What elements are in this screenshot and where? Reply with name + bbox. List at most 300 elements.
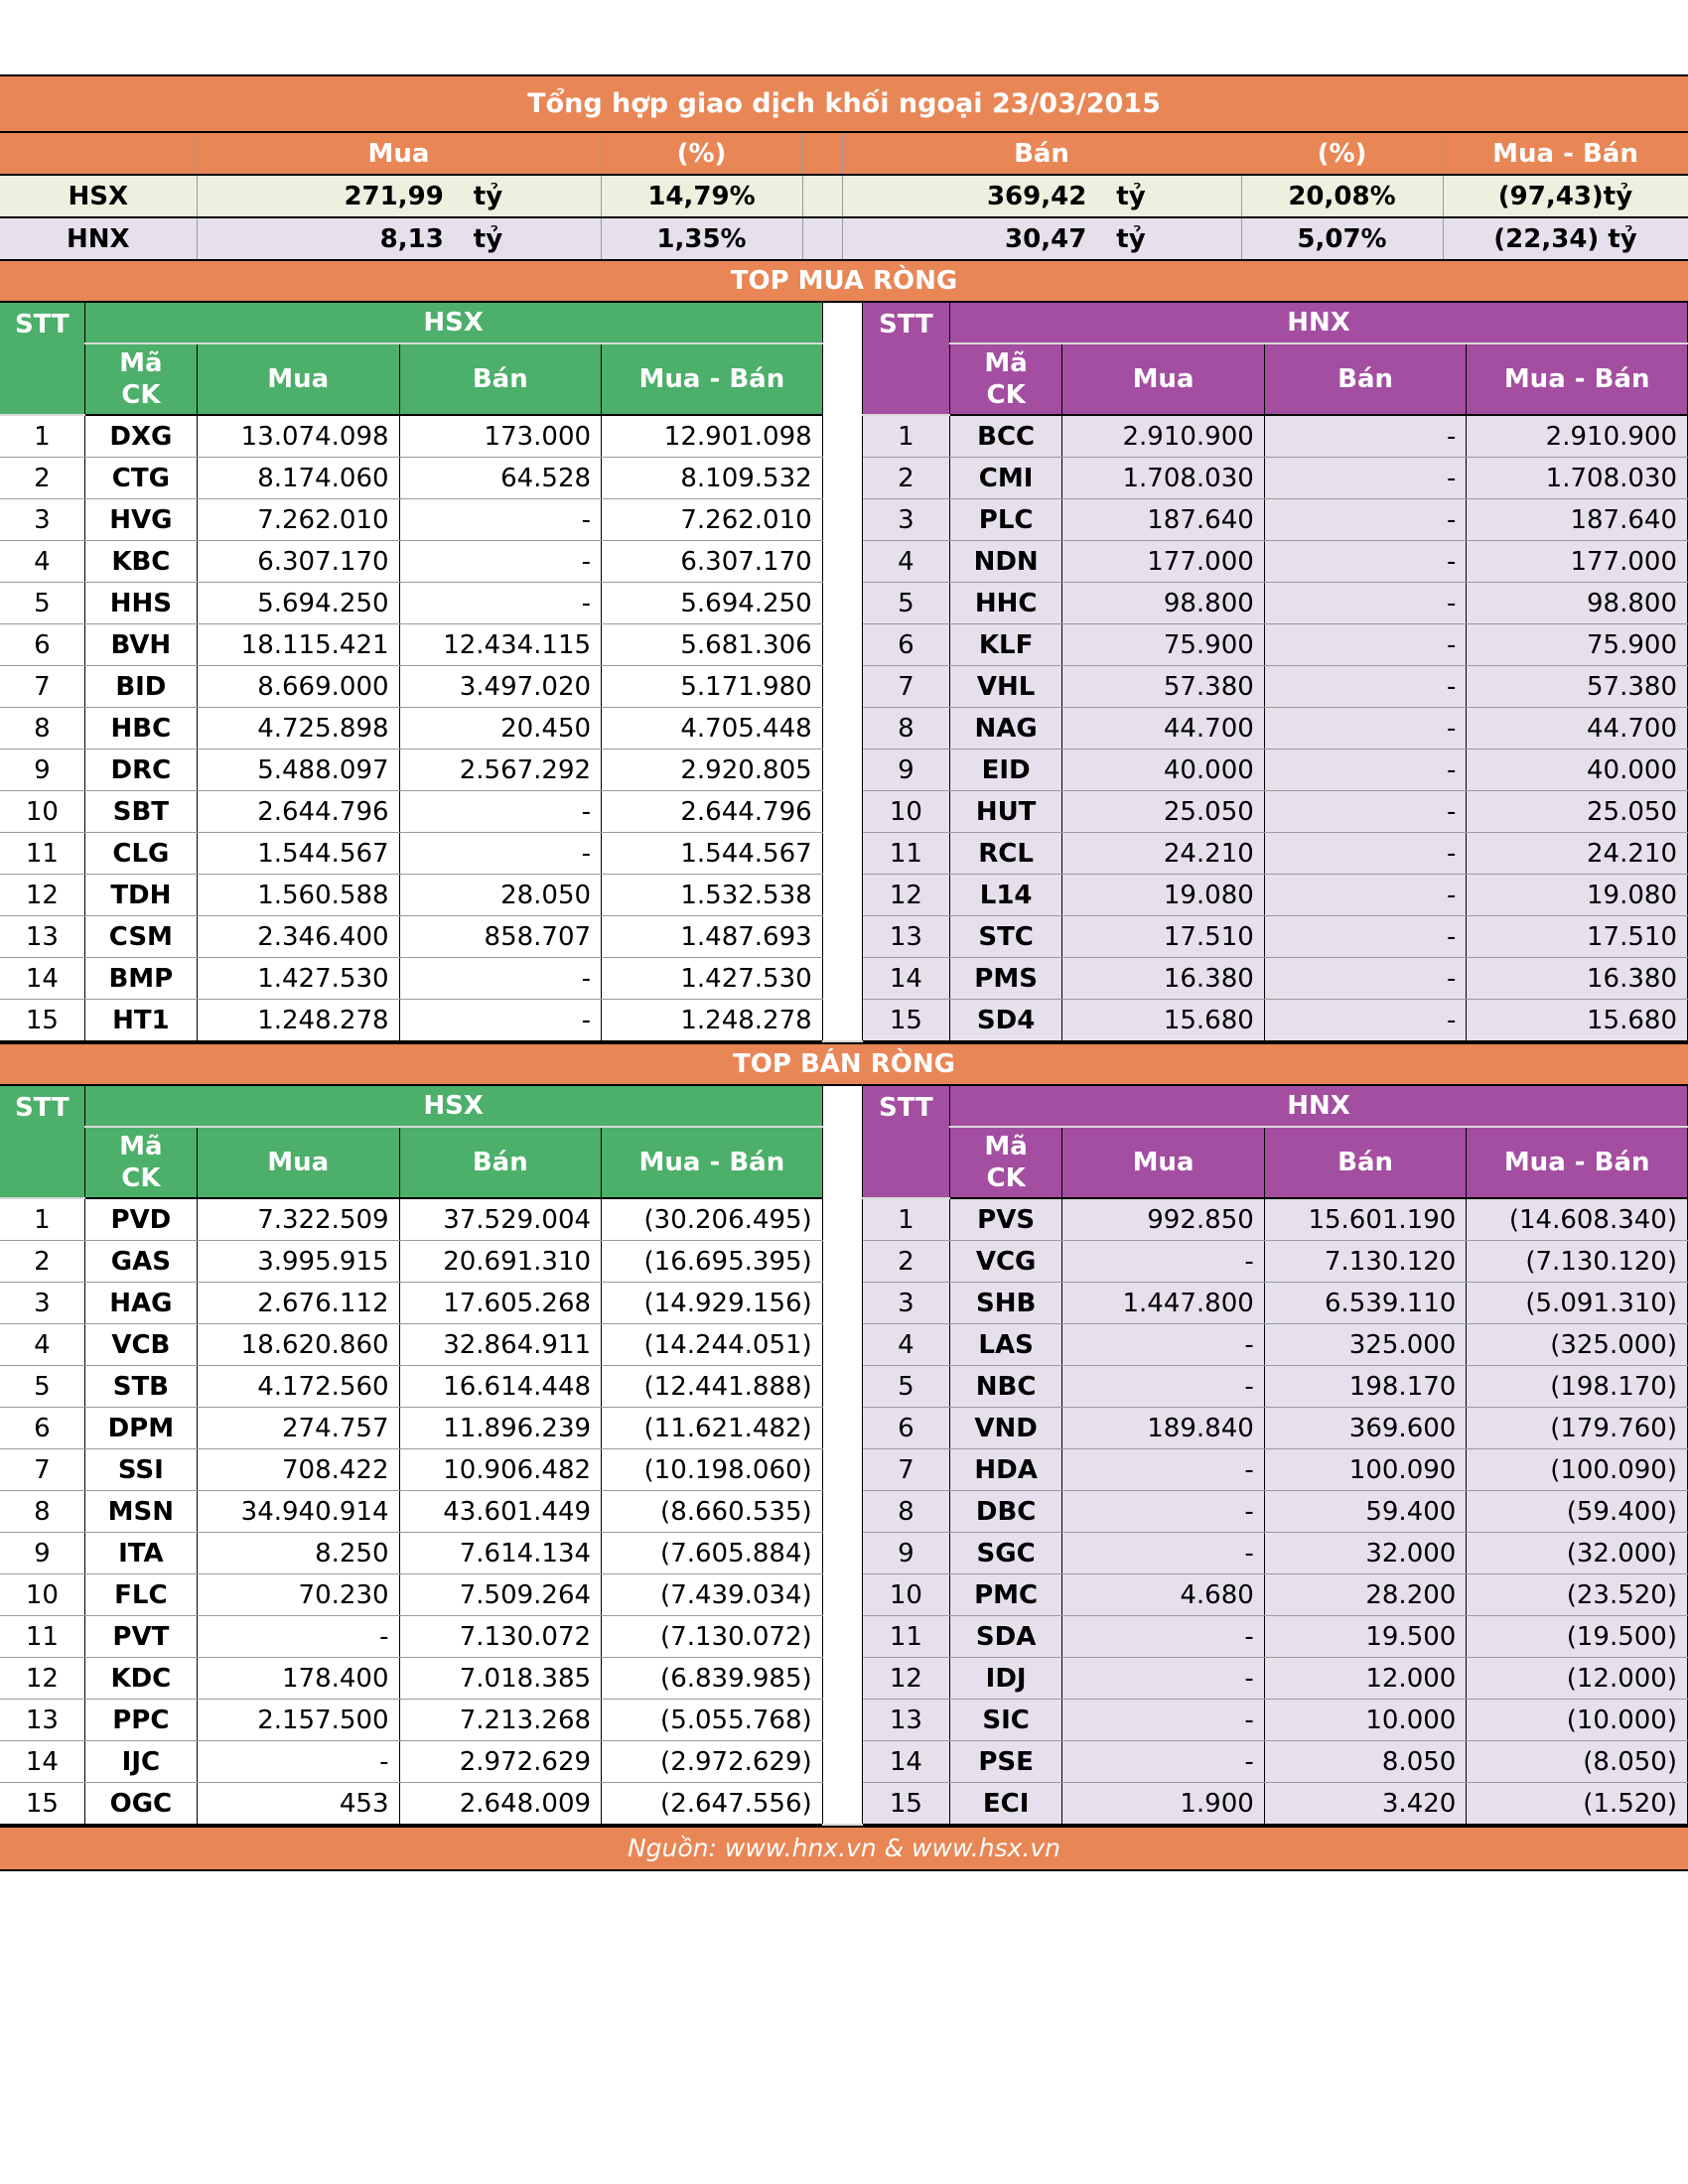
hnx-mua-cell: - [1062, 1616, 1265, 1658]
hnx-ban-cell: - [1264, 1000, 1467, 1042]
hnx-net-cell: (8.050) [1467, 1741, 1688, 1783]
hsx-mua-cell: 8.669.000 [198, 666, 400, 708]
summary-header-ban-pct: (%) [1241, 133, 1443, 175]
hnx-ban-cell: 12.000 [1264, 1658, 1467, 1700]
hnx-ticker-cell: VHL [949, 666, 1061, 708]
hnx-ban-header: Bán [1264, 343, 1467, 415]
hsx-ticker-cell: SSI [84, 1449, 197, 1491]
hnx-ban-cell: 6.539.110 [1264, 1283, 1467, 1324]
hnx-stt-cell: 10 [862, 791, 949, 833]
hnx-ticker-cell: STC [949, 916, 1061, 958]
summary-mua-pct: 1,35% [601, 217, 802, 259]
hsx-net-cell: 1.532.538 [602, 875, 823, 916]
hnx-mua-cell: 24.210 [1062, 833, 1265, 875]
hsx-net-cell: 8.109.532 [602, 458, 823, 499]
hsx-ticker-cell: BMP [84, 958, 197, 1000]
table-group-header [0, 303, 1688, 343]
hnx-ticker-cell: SGC [949, 1533, 1061, 1574]
source-footer: Nguồn: www.hnx.vn & www.hsx.vn [0, 1826, 1688, 1871]
hsx-mua-cell: 5.488.097 [198, 750, 400, 791]
hnx-ticker-cell: LAS [949, 1324, 1061, 1366]
hsx-mua-cell: 274.757 [198, 1408, 400, 1449]
hsx-net-cell: (5.055.768) [602, 1700, 823, 1741]
hnx-ban-cell: 369.600 [1264, 1408, 1467, 1449]
hnx-stt-cell: 14 [862, 958, 949, 1000]
hnx-ticker-cell: CMI [949, 458, 1061, 499]
hsx-ban-cell: 858.707 [399, 916, 602, 958]
hsx-net-cell: 5.171.980 [602, 666, 823, 708]
summary-ban-cell [842, 175, 1241, 217]
hnx-ma-ck-header [949, 1127, 1061, 1198]
hsx-net-cell: (16.695.395) [602, 1241, 823, 1283]
top-sell-table [0, 1086, 1688, 1826]
hnx-mua-cell: 40.000 [1062, 750, 1265, 791]
hsx-net-header: Mua - Bán [602, 343, 823, 415]
hnx-mua-cell: 187.640 [1062, 499, 1265, 541]
hsx-mua-cell: 178.400 [198, 1658, 400, 1700]
hsx-net-cell: (14.929.156) [602, 1283, 823, 1324]
summary-exchange-name: HNX [0, 217, 197, 259]
hsx-mua-cell: 70.230 [198, 1574, 400, 1616]
hsx-ban-cell: - [399, 499, 602, 541]
hsx-stt-cell: 11 [0, 833, 84, 875]
hsx-stt-cell: 2 [0, 458, 84, 499]
hnx-mua-cell: 75.900 [1062, 624, 1265, 666]
hsx-mua-cell: 4.725.898 [198, 708, 400, 750]
hsx-ban-cell: 7.130.072 [399, 1616, 602, 1658]
hnx-ban-cell: 8.050 [1264, 1741, 1467, 1783]
hnx-ban-cell: 7.130.120 [1264, 1241, 1467, 1283]
hnx-ban-cell: - [1264, 708, 1467, 750]
hsx-mua-cell: 1.544.567 [198, 833, 400, 875]
hnx-stt-cell: 6 [862, 624, 949, 666]
hnx-ticker-cell: RCL [949, 833, 1061, 875]
hsx-net-cell: (2.972.629) [602, 1741, 823, 1783]
hsx-ban-cell: 20.691.310 [399, 1241, 602, 1283]
hnx-ticker-cell: ECI [949, 1783, 1061, 1826]
hsx-stt-cell: 6 [0, 624, 84, 666]
hsx-stt-cell: 7 [0, 666, 84, 708]
hsx-mua-cell: 2.346.400 [198, 916, 400, 958]
hnx-net-cell: (7.130.120) [1467, 1241, 1688, 1283]
summary-mua-value: 8,13 [379, 223, 444, 254]
hnx-net-cell: (198.170) [1467, 1366, 1688, 1408]
hsx-stt-cell: 15 [0, 1783, 84, 1826]
hnx-stt-cell: 5 [862, 583, 949, 624]
hnx-stt-cell: 9 [862, 1533, 949, 1574]
hnx-net-cell: 75.900 [1467, 624, 1688, 666]
summary-row-hnx [0, 217, 1688, 259]
ma-ck-line-1: Mã [119, 348, 163, 378]
hnx-ma-ck-header [949, 343, 1061, 415]
hnx-stt-cell: 12 [862, 1658, 949, 1700]
hsx-ban-cell: 7.509.264 [399, 1574, 602, 1616]
hsx-ban-cell: - [399, 1000, 602, 1042]
hnx-ticker-cell: NAG [949, 708, 1061, 750]
hnx-net-cell: 19.080 [1467, 875, 1688, 916]
hsx-mua-cell: 8.250 [198, 1533, 400, 1574]
hnx-ticker-cell: IDJ [949, 1658, 1061, 1700]
hnx-ticker-cell: SHB [949, 1283, 1061, 1324]
hsx-stt-cell: 5 [0, 1366, 84, 1408]
hsx-ticker-cell: FLC [84, 1574, 197, 1616]
hsx-stt-cell: 4 [0, 1324, 84, 1366]
hsx-mua-cell: 34.940.914 [198, 1491, 400, 1533]
hnx-ban-cell: - [1264, 541, 1467, 583]
hnx-ban-cell: - [1264, 791, 1467, 833]
hnx-stt-cell: 11 [862, 833, 949, 875]
hsx-ban-cell: 32.864.911 [399, 1324, 602, 1366]
hsx-ban-cell: 12.434.115 [399, 624, 602, 666]
hsx-net-header: Mua - Bán [602, 1127, 823, 1198]
hnx-mua-cell: - [1062, 1241, 1265, 1283]
summary-ban-cell [842, 217, 1241, 259]
hsx-mua-cell: 453 [198, 1783, 400, 1826]
hsx-stt-cell: 3 [0, 499, 84, 541]
hsx-stt-cell: 1 [0, 415, 84, 458]
hnx-ban-cell: - [1264, 458, 1467, 499]
hsx-mua-cell: - [198, 1616, 400, 1658]
hnx-stt-cell: 2 [862, 458, 949, 499]
hsx-ban-cell: - [399, 583, 602, 624]
hsx-ticker-cell: CTG [84, 458, 197, 499]
hsx-mua-cell: 8.174.060 [198, 458, 400, 499]
hnx-net-cell: 17.510 [1467, 916, 1688, 958]
hsx-net-cell: (12.441.888) [602, 1366, 823, 1408]
summary-table [0, 133, 1688, 259]
hnx-stt-cell: 7 [862, 1449, 949, 1491]
hnx-net-cell: 187.640 [1467, 499, 1688, 541]
hsx-ticker-cell: PVD [84, 1198, 197, 1241]
hnx-net-cell: 1.708.030 [1467, 458, 1688, 499]
column-gap [822, 1086, 862, 1825]
hnx-ticker-cell: L14 [949, 875, 1061, 916]
hnx-mua-cell: 57.380 [1062, 666, 1265, 708]
hsx-mua-cell: 3.995.915 [198, 1241, 400, 1283]
hnx-stt-cell: 1 [862, 1198, 949, 1241]
summary-header-row [0, 133, 1688, 175]
hnx-stt-cell: 6 [862, 1408, 949, 1449]
hsx-stt-cell: 6 [0, 1408, 84, 1449]
hsx-net-cell: (14.244.051) [602, 1324, 823, 1366]
summary-mua-cell [197, 175, 601, 217]
hsx-ticker-cell: ITA [84, 1533, 197, 1574]
hsx-ban-cell: - [399, 958, 602, 1000]
hnx-stt-cell: 3 [862, 499, 949, 541]
hnx-stt-header: STT [862, 303, 949, 415]
hnx-ban-cell: - [1264, 666, 1467, 708]
hsx-ticker-cell: HBC [84, 708, 197, 750]
summary-net: (22,34) tỷ [1443, 217, 1688, 259]
hnx-ticker-cell: SIC [949, 1700, 1061, 1741]
hsx-ban-cell: 7.018.385 [399, 1658, 602, 1700]
hsx-ban-cell: - [399, 791, 602, 833]
summary-ban-unit: tỷ [1116, 223, 1146, 254]
hnx-net-cell: 177.000 [1467, 541, 1688, 583]
hsx-mua-cell: - [198, 1741, 400, 1783]
hnx-stt-cell: 8 [862, 1491, 949, 1533]
hsx-net-cell: 4.705.448 [602, 708, 823, 750]
hnx-ban-cell: - [1264, 415, 1467, 458]
hnx-ticker-cell: PMS [949, 958, 1061, 1000]
hsx-net-cell: 12.901.098 [602, 415, 823, 458]
hsx-ticker-cell: GAS [84, 1241, 197, 1283]
hnx-net-cell: 98.800 [1467, 583, 1688, 624]
hnx-ban-cell: - [1264, 499, 1467, 541]
hnx-ticker-cell: HDA [949, 1449, 1061, 1491]
hsx-net-cell: (10.198.060) [602, 1449, 823, 1491]
hnx-ban-header: Bán [1264, 1127, 1467, 1198]
hsx-stt-cell: 8 [0, 1491, 84, 1533]
hnx-ban-cell: 19.500 [1264, 1616, 1467, 1658]
hsx-mua-cell: 7.322.509 [198, 1198, 400, 1241]
hnx-ban-cell: 28.200 [1264, 1574, 1467, 1616]
hnx-mua-cell: 992.850 [1062, 1198, 1265, 1241]
hsx-ticker-cell: SBT [84, 791, 197, 833]
hnx-net-cell: (19.500) [1467, 1616, 1688, 1658]
hsx-stt-cell: 9 [0, 750, 84, 791]
hnx-mua-cell: 17.510 [1062, 916, 1265, 958]
hsx-net-cell: 1.248.278 [602, 1000, 823, 1042]
hnx-net-cell: 16.380 [1467, 958, 1688, 1000]
hsx-ban-cell: 20.450 [399, 708, 602, 750]
hnx-mua-cell: - [1062, 1449, 1265, 1491]
hnx-ban-cell: - [1264, 958, 1467, 1000]
hnx-stt-cell: 13 [862, 1700, 949, 1741]
table-group-header [0, 1086, 1688, 1127]
hnx-net-cell: (23.520) [1467, 1574, 1688, 1616]
hsx-net-cell: (7.605.884) [602, 1533, 823, 1574]
hnx-net-cell: (179.760) [1467, 1408, 1688, 1449]
hnx-stt-cell: 13 [862, 916, 949, 958]
hsx-net-cell: (11.621.482) [602, 1408, 823, 1449]
hnx-net-cell: (325.000) [1467, 1324, 1688, 1366]
hsx-ticker-cell: KBC [84, 541, 197, 583]
hsx-ticker-cell: OGC [84, 1783, 197, 1826]
hsx-stt-cell: 3 [0, 1283, 84, 1324]
hnx-stt-cell: 2 [862, 1241, 949, 1283]
hsx-ticker-cell: CSM [84, 916, 197, 958]
hnx-net-cell: 15.680 [1467, 1000, 1688, 1042]
hnx-ticker-cell: VCG [949, 1241, 1061, 1283]
hnx-ticker-cell: DBC [949, 1491, 1061, 1533]
hnx-ban-cell: - [1264, 624, 1467, 666]
hsx-stt-cell: 4 [0, 541, 84, 583]
hsx-stt-cell: 10 [0, 1574, 84, 1616]
hsx-ticker-cell: IJC [84, 1741, 197, 1783]
hsx-ban-cell: 37.529.004 [399, 1198, 602, 1241]
summary-gap-cell [802, 175, 842, 217]
hnx-stt-cell: 15 [862, 1000, 949, 1042]
hsx-net-cell: (7.130.072) [602, 1616, 823, 1658]
hsx-ma-ck-header [84, 1127, 197, 1198]
hsx-ticker-cell: DRC [84, 750, 197, 791]
hnx-mua-cell: 177.000 [1062, 541, 1265, 583]
hnx-mua-cell: 15.680 [1062, 1000, 1265, 1042]
hsx-ban-cell: 11.896.239 [399, 1408, 602, 1449]
hsx-net-cell: 5.694.250 [602, 583, 823, 624]
hsx-stt-cell: 15 [0, 1000, 84, 1042]
summary-exchange-name: HSX [0, 175, 197, 217]
hsx-mua-cell: 1.248.278 [198, 1000, 400, 1042]
hnx-mua-cell: - [1062, 1324, 1265, 1366]
hnx-ban-cell: - [1264, 916, 1467, 958]
hnx-net-cell: 57.380 [1467, 666, 1688, 708]
hnx-stt-cell: 9 [862, 750, 949, 791]
summary-mua-pct: 14,79% [601, 175, 802, 217]
hnx-ban-cell: - [1264, 583, 1467, 624]
hnx-ban-cell: 100.090 [1264, 1449, 1467, 1491]
hsx-stt-header: STT [0, 303, 84, 415]
hnx-net-cell: (100.090) [1467, 1449, 1688, 1491]
hnx-ticker-cell: SDA [949, 1616, 1061, 1658]
hnx-stt-cell: 14 [862, 1741, 949, 1783]
top-buy-title: TOP MUA RÒNG [0, 259, 1688, 303]
hsx-ticker-cell: BID [84, 666, 197, 708]
hnx-mua-cell: - [1062, 1741, 1265, 1783]
hsx-stt-cell: 10 [0, 791, 84, 833]
hnx-net-header: Mua - Bán [1467, 1127, 1688, 1198]
hsx-ticker-cell: TDH [84, 875, 197, 916]
hnx-stt-cell: 10 [862, 1574, 949, 1616]
hnx-stt-cell: 4 [862, 1324, 949, 1366]
hsx-net-cell: 1.487.693 [602, 916, 823, 958]
hsx-ticker-cell: MSN [84, 1491, 197, 1533]
hnx-ticker-cell: SD4 [949, 1000, 1061, 1042]
hnx-mua-header: Mua [1062, 1127, 1265, 1198]
hnx-ticker-cell: HHC [949, 583, 1061, 624]
hsx-ban-cell: 28.050 [399, 875, 602, 916]
hsx-stt-cell: 8 [0, 708, 84, 750]
hsx-ma-ck-header [84, 343, 197, 415]
hsx-mua-cell: 13.074.098 [198, 415, 400, 458]
summary-header-ban: Bán [842, 133, 1241, 175]
hsx-stt-header: STT [0, 1086, 84, 1198]
hnx-mua-cell: - [1062, 1700, 1265, 1741]
hnx-group-label: HNX [949, 1086, 1687, 1127]
hsx-mua-cell: 18.115.421 [198, 624, 400, 666]
hsx-net-cell: (7.439.034) [602, 1574, 823, 1616]
hsx-stt-cell: 12 [0, 1658, 84, 1700]
hnx-net-cell: 40.000 [1467, 750, 1688, 791]
hnx-net-cell: (10.000) [1467, 1700, 1688, 1741]
hnx-mua-cell: 189.840 [1062, 1408, 1265, 1449]
hnx-ticker-cell: VND [949, 1408, 1061, 1449]
hsx-net-cell: (2.647.556) [602, 1783, 823, 1826]
hsx-ticker-cell: HT1 [84, 1000, 197, 1042]
hnx-mua-cell: 1.900 [1062, 1783, 1265, 1826]
hsx-ban-cell: 10.906.482 [399, 1449, 602, 1491]
hsx-net-cell: (6.839.985) [602, 1658, 823, 1700]
hnx-ticker-cell: EID [949, 750, 1061, 791]
summary-ban-pct: 5,07% [1241, 217, 1443, 259]
hsx-net-cell: 1.544.567 [602, 833, 823, 875]
hsx-stt-cell: 7 [0, 1449, 84, 1491]
hsx-ticker-cell: PPC [84, 1700, 197, 1741]
ma-ck-line-1: Mã [984, 1132, 1028, 1161]
hnx-ticker-cell: NBC [949, 1366, 1061, 1408]
hnx-ban-cell: - [1264, 750, 1467, 791]
hnx-net-cell: (12.000) [1467, 1658, 1688, 1700]
hsx-net-cell: 1.427.530 [602, 958, 823, 1000]
hnx-mua-cell: - [1062, 1658, 1265, 1700]
summary-header-mua-pct: (%) [601, 133, 802, 175]
hsx-ban-cell: 173.000 [399, 415, 602, 458]
ma-ck-line-2: CK [121, 1163, 161, 1193]
hsx-mua-cell: 6.307.170 [198, 541, 400, 583]
hsx-net-cell: 2.644.796 [602, 791, 823, 833]
hnx-mua-cell: 2.910.900 [1062, 415, 1265, 458]
hnx-ticker-cell: BCC [949, 415, 1061, 458]
hnx-ban-cell: 3.420 [1264, 1783, 1467, 1826]
hsx-ban-cell: 16.614.448 [399, 1366, 602, 1408]
summary-row-hsx [0, 175, 1688, 217]
hnx-net-cell: (5.091.310) [1467, 1283, 1688, 1324]
top-buy-table [0, 303, 1688, 1042]
hnx-ticker-cell: PVS [949, 1198, 1061, 1241]
hsx-mua-cell: 5.694.250 [198, 583, 400, 624]
hsx-mua-cell: 7.262.010 [198, 499, 400, 541]
ma-ck-line-2: CK [986, 1163, 1026, 1193]
ma-ck-line-1: Mã [984, 348, 1028, 378]
hsx-ticker-cell: STB [84, 1366, 197, 1408]
hsx-mua-cell: 2.157.500 [198, 1700, 400, 1741]
hsx-ban-header: Bán [399, 1127, 602, 1198]
hnx-ticker-cell: HUT [949, 791, 1061, 833]
hsx-stt-cell: 5 [0, 583, 84, 624]
hsx-net-cell: 2.920.805 [602, 750, 823, 791]
hsx-ticker-cell: HAG [84, 1283, 197, 1324]
hsx-mua-cell: 1.560.588 [198, 875, 400, 916]
hnx-net-cell: 2.910.900 [1467, 415, 1688, 458]
hnx-stt-cell: 11 [862, 1616, 949, 1658]
hsx-ban-cell: 7.614.134 [399, 1533, 602, 1574]
hsx-mua-header: Mua [198, 343, 400, 415]
hnx-stt-cell: 15 [862, 1783, 949, 1826]
hsx-ban-cell: 64.528 [399, 458, 602, 499]
column-gap [822, 303, 862, 1041]
hsx-ticker-cell: KDC [84, 1658, 197, 1700]
hsx-ticker-cell: DPM [84, 1408, 197, 1449]
hsx-ticker-cell: VCB [84, 1324, 197, 1366]
hnx-net-cell: (14.608.340) [1467, 1198, 1688, 1241]
hsx-ticker-cell: CLG [84, 833, 197, 875]
hsx-net-cell: (8.660.535) [602, 1491, 823, 1533]
hsx-stt-cell: 14 [0, 1741, 84, 1783]
hnx-ban-cell: 325.000 [1264, 1324, 1467, 1366]
hnx-stt-cell: 7 [862, 666, 949, 708]
hnx-ticker-cell: PMC [949, 1574, 1061, 1616]
hnx-stt-cell: 8 [862, 708, 949, 750]
hnx-mua-cell: 4.680 [1062, 1574, 1265, 1616]
hnx-ticker-cell: KLF [949, 624, 1061, 666]
hsx-ticker-cell: PVT [84, 1616, 197, 1658]
hsx-stt-cell: 1 [0, 1198, 84, 1241]
hnx-ticker-cell: PSE [949, 1741, 1061, 1783]
summary-mua-cell [197, 217, 601, 259]
hnx-stt-cell: 3 [862, 1283, 949, 1324]
summary-mua-value: 271,99 [344, 181, 444, 211]
hnx-ban-cell: 10.000 [1264, 1700, 1467, 1741]
hsx-stt-cell: 11 [0, 1616, 84, 1658]
ma-ck-line-2: CK [121, 380, 161, 410]
hnx-net-header: Mua - Bán [1467, 343, 1688, 415]
ma-ck-line-1: Mã [119, 1132, 163, 1161]
hsx-mua-cell: 18.620.860 [198, 1324, 400, 1366]
hnx-net-cell: 44.700 [1467, 708, 1688, 750]
hsx-net-cell: 6.307.170 [602, 541, 823, 583]
hsx-net-cell: 7.262.010 [602, 499, 823, 541]
